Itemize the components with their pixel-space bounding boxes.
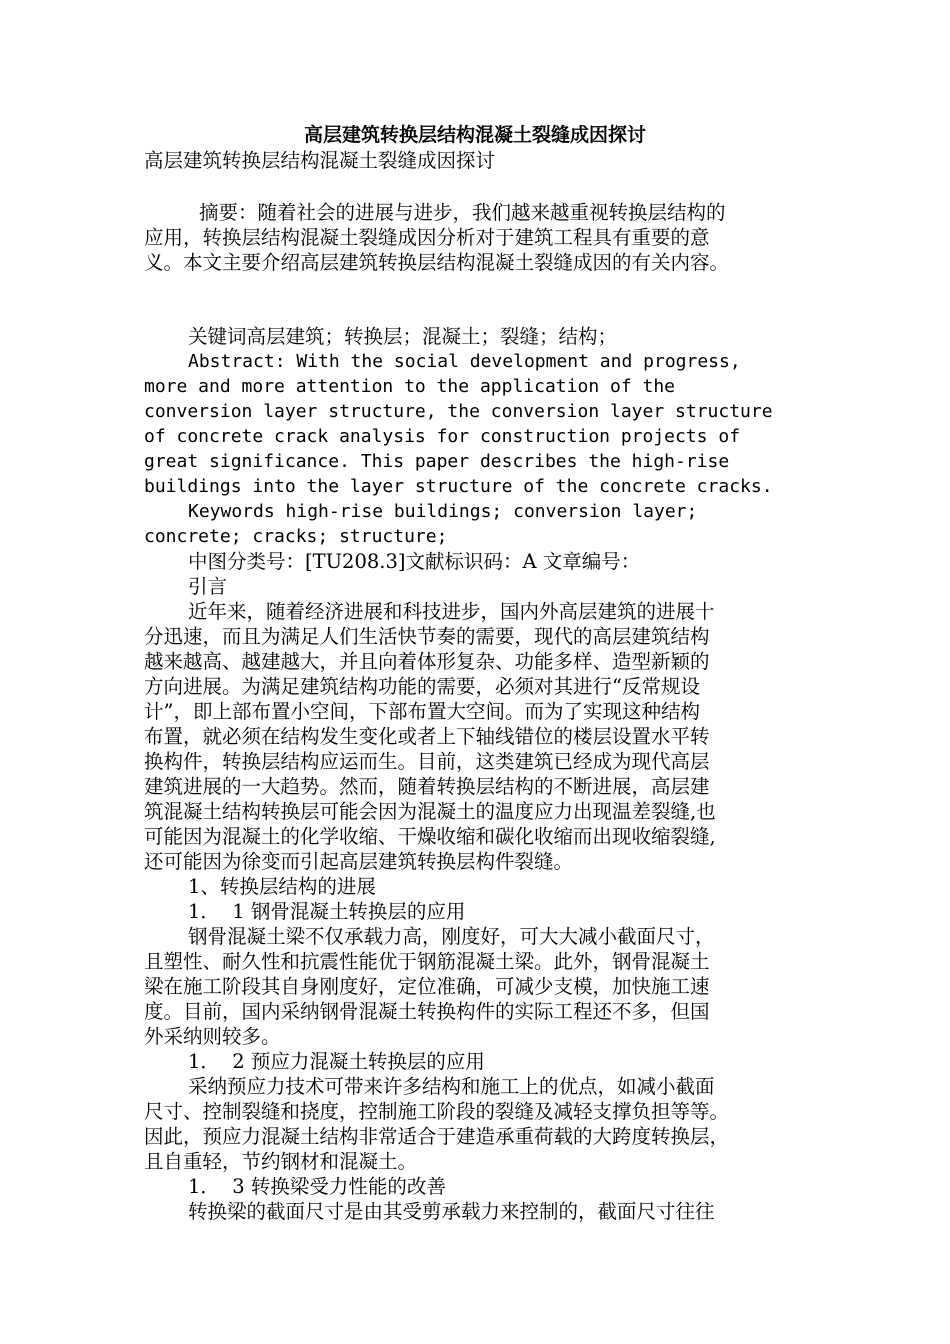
intro-line: 近年来，随着经济进展和科技进步，国内外高层建筑的进展十 bbox=[188, 600, 715, 623]
section-1-1-line: 外采纳则较多。 bbox=[144, 1025, 281, 1048]
keywords-cn: 关键词高层建筑；转换层；混凝土；裂缝；结构； bbox=[188, 325, 618, 348]
intro-line: 建筑进展的一大趋势。然而，随着转换层结构的不断进展，高层建 bbox=[144, 775, 710, 798]
section-1-3-line: 转换梁的截面尺寸是由其受剪承载力来控制的，截面尺寸往往 bbox=[188, 1200, 715, 1223]
abstract-line: 摘要：随着社会的进展与进步，我们越来越重视转换层结构的 bbox=[199, 201, 726, 224]
abstract-en-line: great significance. This paper describes the high-rise bbox=[144, 451, 730, 472]
section-1-1-line: 且塑性、耐久性和抗震性能优于钢筋混凝土梁。此外，钢骨混凝土 bbox=[144, 950, 710, 973]
abstract-line: 义。本文主要介绍高层建筑转换层结构混凝土裂缝成因的有关内容。 bbox=[144, 251, 730, 274]
abstract-en-line: buildings into the layer structure of the concrete cracks. bbox=[144, 476, 773, 497]
section-1-1-line: 度。目前，国内采纳钢骨混凝土转换构件的实际工程还不多，但国 bbox=[144, 1000, 710, 1023]
intro-line: 换构件，转换层结构应运而生。目前，这类建筑已经成为现代高层 bbox=[144, 750, 710, 773]
section-1-3-heading: 1． 3 转换梁受力性能的改善 bbox=[188, 1175, 446, 1198]
intro-line: 方向进展。为满足建筑结构功能的需要，必须对其进行“反常规设 bbox=[144, 675, 700, 698]
section-1-2-line: 采纳预应力技术可带来许多结构和施工上的优点，如减小截面 bbox=[188, 1075, 715, 1098]
classification-line: 中图分类号：[TU208.3]文献标识码：A 文章编号： bbox=[188, 550, 641, 573]
abstract-en-line: Abstract: With the social development and progress, bbox=[188, 351, 741, 372]
document-title: 高层建筑转换层结构混凝土裂缝成因探讨 bbox=[303, 124, 646, 146]
section-1-1-line: 钢骨混凝土梁不仅承载力高，刚度好，可大大减小截面尺寸， bbox=[188, 925, 715, 948]
section-1-1-heading: 1． 1 钢骨混凝土转换层的应用 bbox=[188, 900, 466, 923]
intro-line: 分迅速，而且为满足人们生活快节奏的需要，现代的高层建筑结构 bbox=[144, 625, 710, 648]
intro-line: 计”，即上部布置小空间，下部布置大空间。而为了实现这种结构 bbox=[144, 700, 700, 723]
intro-line: 筑混凝土结构转换层可能会因为混凝土的温度应力出现温差裂缝,也 bbox=[144, 800, 716, 823]
section-1-2-line: 因此，预应力混凝土结构非常适合于建造承重荷载的大跨度转换层， bbox=[144, 1125, 730, 1148]
abstract-en-line: of concrete crack analysis for construction projects of bbox=[144, 426, 741, 447]
intro-heading: 引言 bbox=[188, 575, 228, 598]
keywords-en-line: Keywords high-rise buildings; conversion layer; bbox=[188, 501, 698, 522]
section-1-2-line: 尺寸、控制裂缝和挠度，控制施工阶段的裂缝及减轻支撑负担等等。 bbox=[144, 1100, 730, 1123]
abstract-en-line: conversion layer structure, the conversion layer structure bbox=[144, 401, 773, 422]
intro-line: 布置，就必须在结构发生变化或者上下轴线错位的楼层设置水平转 bbox=[144, 725, 710, 748]
abstract-en-line: more and more attention to the application of the bbox=[144, 376, 676, 397]
section-1-2-heading: 1． 2 预应力混凝土转换层的应用 bbox=[188, 1050, 485, 1073]
section-1-2-line: 且自重轻，节约钢材和混凝土。 bbox=[144, 1150, 418, 1173]
document-subtitle: 高层建筑转换层结构混凝土裂缝成因探讨 bbox=[144, 149, 496, 172]
intro-line: 越来越高、越建越大，并且向着体形复杂、功能多样、造型新颖的 bbox=[144, 650, 710, 673]
section-1-heading: 1、转换层结构的进展 bbox=[188, 875, 376, 898]
intro-line: 可能因为混凝土的化学收缩、干燥收缩和碳化收缩而出现收缩裂缝, bbox=[144, 825, 716, 848]
keywords-en-line: concrete; cracks; structure; bbox=[144, 526, 448, 547]
section-1-1-line: 梁在施工阶段其自身刚度好，定位准确，可减少支模，加快施工速 bbox=[144, 975, 710, 998]
intro-line: 还可能因为徐变而引起高层建筑转换层构件裂缝。 bbox=[144, 850, 574, 873]
abstract-line: 应用，转换层结构混凝土裂缝成因分析对于建筑工程具有重要的意 bbox=[144, 226, 710, 249]
